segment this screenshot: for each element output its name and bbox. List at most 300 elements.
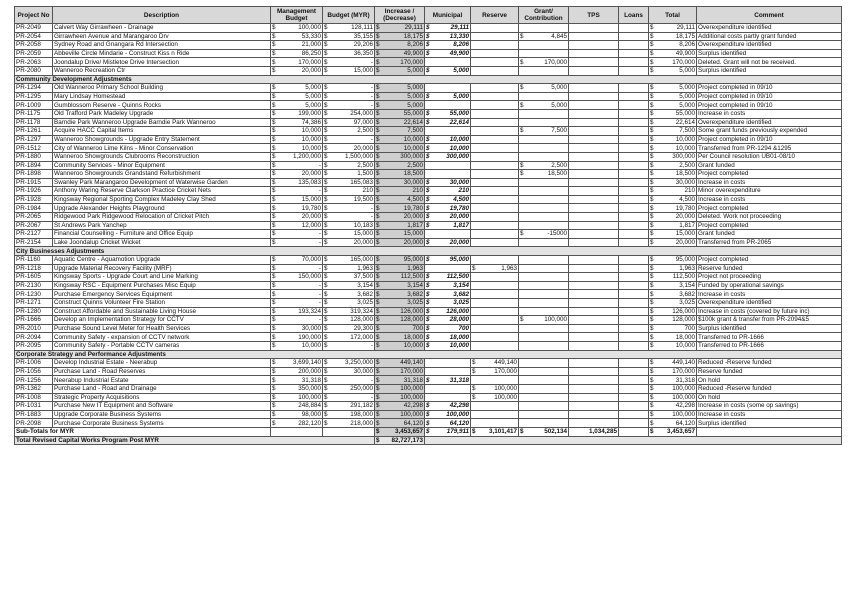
reserve-cell	[471, 195, 519, 204]
management-budget-cell: $ 74,386	[272, 118, 321, 126]
municipal-cell: $ 1,817	[426, 221, 469, 229]
grant-cell	[519, 66, 569, 75]
comment-cell: Increase in costs	[697, 410, 842, 419]
budget-myr-cell: $ -	[324, 342, 373, 350]
description-cell: Acquire HACC Capital Items	[53, 127, 271, 136]
reserve-cell: $ 449,140	[472, 359, 517, 367]
project-no-cell: PR-1512	[15, 144, 53, 153]
budget-myr-cell: $ 2,500	[324, 161, 373, 169]
increase-decrease-cell: $ 4,500	[376, 196, 423, 204]
description-cell: Ridgewood Park Ridgewood Relocation of Cricket Pitch	[53, 213, 271, 222]
project-no-cell: PR-1883	[15, 410, 53, 419]
budget-myr-cell: $ 20,000	[324, 239, 373, 247]
loans-cell	[619, 393, 649, 402]
comment-cell: Overexpenditure identified	[697, 41, 842, 50]
tps-cell	[569, 256, 619, 265]
table-row	[15, 324, 842, 333]
loans-cell	[619, 170, 649, 179]
budget-myr-cell: $ 29,206	[324, 41, 373, 49]
project-no-cell: PR-1218	[15, 264, 53, 273]
grant-cell	[519, 273, 569, 282]
table-row	[15, 204, 842, 213]
total-cell: $ 8,206	[650, 41, 695, 49]
municipal-cell	[425, 127, 471, 136]
management-budget-cell: $ -	[272, 264, 321, 272]
comment-cell: Minor overexpenditure	[697, 187, 842, 196]
reserve-cell	[471, 152, 519, 161]
grant-cell	[519, 256, 569, 265]
tps-cell	[569, 152, 619, 161]
table-row	[15, 152, 842, 161]
management-budget-cell: $ 190,000	[272, 333, 321, 341]
total-cell: $ 170,000	[650, 58, 695, 66]
budget-myr-cell: $ 1,500,000	[324, 153, 373, 161]
description-cell: Purchase Sound Level Meter for Health Services	[53, 324, 271, 333]
management-budget-cell: $ 86,250	[272, 49, 321, 57]
management-budget-cell: $ -	[272, 290, 321, 298]
budget-myr-cell: $ 165,000	[324, 256, 373, 264]
comment-cell: On hold	[697, 376, 842, 385]
grant-cell	[519, 213, 569, 222]
tps-cell	[569, 376, 619, 385]
grant-cell	[519, 187, 569, 196]
comment-cell: Reserve funded	[697, 367, 842, 376]
increase-decrease-cell: $ 170,000	[376, 58, 423, 66]
municipal-cell: $ 179,911	[426, 428, 469, 436]
total-cell: $ 55,000	[650, 110, 695, 118]
description-cell: Wanneroo Recreation Ctr	[53, 66, 271, 75]
increase-decrease-cell: $ 18,000	[376, 333, 423, 341]
reserve-cell	[471, 256, 519, 265]
project-no-cell: PR-1160	[15, 256, 53, 265]
loans-cell	[619, 273, 649, 282]
total-cell: $ 20,000	[650, 213, 695, 221]
table-row	[15, 101, 842, 110]
tps-cell	[569, 144, 619, 153]
municipal-cell: $ 3,154	[426, 282, 469, 289]
budget-myr-cell: $ -	[324, 58, 373, 66]
tps-cell: 1,034,285	[569, 427, 619, 436]
total-cell: $ 10,000	[650, 144, 695, 152]
comment-cell: $100k grant & transfer from PR-2094&5	[697, 316, 842, 325]
tps-cell	[569, 281, 619, 290]
project-no-cell: PR-1271	[15, 299, 53, 308]
project-no-cell: PR-2010	[15, 324, 53, 333]
total-cell: $ 30,000	[650, 178, 695, 186]
comment-cell: Project completed	[697, 170, 842, 179]
reserve-cell	[471, 109, 519, 118]
column-header: Municipal	[425, 7, 471, 24]
section-title: Community Development Adjustments	[15, 75, 842, 84]
table-row	[15, 213, 842, 222]
increase-decrease-cell: $ 30,000	[376, 178, 423, 186]
loans-cell	[619, 152, 649, 161]
project-no-cell: PR-1031	[15, 402, 53, 411]
project-no-cell: PR-2127	[15, 230, 53, 239]
tps-cell	[569, 135, 619, 144]
municipal-cell: $ 126,000	[426, 307, 469, 315]
grant-cell	[519, 410, 569, 419]
comment-cell: Project completed	[697, 221, 842, 230]
tps-cell	[569, 402, 619, 411]
loans-cell	[619, 144, 649, 153]
tps-cell	[569, 410, 619, 419]
project-no-cell: PR-2063	[15, 58, 53, 67]
reserve-cell	[471, 419, 519, 428]
grant-cell: $ 7,500	[520, 127, 567, 135]
reserve-cell	[471, 127, 519, 136]
loans-cell	[619, 427, 649, 436]
project-no-cell: PR-1295	[15, 92, 53, 101]
management-budget-cell: $ -	[272, 316, 321, 324]
project-no-cell: Sub-Totals for MYR	[15, 427, 271, 436]
header-row	[15, 7, 842, 24]
reserve-cell	[471, 410, 519, 419]
project-no-cell: PR-2130	[15, 281, 53, 290]
description-cell: Lake Joondalup Cricket Wicket	[53, 238, 271, 247]
project-no-cell: PR-1915	[15, 178, 53, 187]
project-no-cell: PR-2098	[15, 419, 53, 428]
comment-cell: Project completed	[697, 256, 842, 265]
project-no-cell: PR-1230	[15, 290, 53, 299]
management-budget-cell: $ 98,000	[272, 410, 321, 418]
grant-cell: $ 18,500	[520, 170, 567, 178]
loans-cell	[619, 161, 649, 170]
reserve-cell: $ 100,000	[472, 385, 517, 393]
increase-decrease-cell: $ 18,175	[376, 32, 423, 40]
grant-cell	[519, 402, 569, 411]
table-row	[15, 24, 842, 33]
municipal-cell: $ 42,298	[426, 402, 469, 410]
grant-cell: $ 2,500	[520, 161, 567, 169]
loans-cell	[619, 264, 649, 273]
reserve-cell	[471, 341, 519, 350]
total-cell: $ 31,318	[650, 376, 695, 384]
grant-cell	[519, 367, 569, 376]
comment-cell: Some grant funds previously expended	[697, 127, 842, 136]
loans-cell	[619, 281, 649, 290]
comment-cell: Project completed in 09/10	[697, 84, 842, 93]
grant-cell	[519, 341, 569, 350]
management-budget-cell: $ 170,000	[272, 58, 321, 66]
municipal-cell: $ 13,330	[426, 32, 469, 40]
table-row	[15, 58, 842, 67]
total-cell: $ 10,000	[650, 342, 695, 350]
comment-cell: On hold	[697, 393, 842, 402]
municipal-cell	[425, 84, 471, 93]
loans-cell	[619, 58, 649, 67]
description-cell: Wanneroo Showgrounds Grandstand Refurbishment	[53, 170, 271, 179]
municipal-cell: $ 19,780	[426, 204, 469, 212]
municipal-cell: $ 100,000	[426, 410, 469, 418]
comment-cell: Additional costs partly grant funded	[697, 32, 842, 41]
municipal-cell: $ 8,206	[426, 41, 469, 49]
table-row	[15, 256, 842, 265]
management-budget-cell: $ -	[272, 299, 321, 307]
tps-cell	[569, 32, 619, 41]
table-row	[15, 376, 842, 385]
description-cell: Anthony Waring Reserve Clarkson Practice Cricket Nets	[53, 187, 271, 196]
municipal-cell: $ 10,000	[426, 135, 469, 143]
table-row	[15, 393, 842, 402]
loans-cell	[619, 410, 649, 419]
reserve-cell	[471, 307, 519, 316]
total-cell: $ 100,000	[650, 410, 695, 418]
increase-decrease-cell: $ 700	[376, 324, 423, 332]
increase-decrease-cell: $ 18,500	[376, 170, 423, 178]
loans-cell	[619, 32, 649, 41]
comment-cell: Reserve funded	[697, 264, 842, 273]
tps-cell	[569, 178, 619, 187]
tps-cell	[569, 273, 619, 282]
comment-cell: Surplus identified	[697, 419, 842, 428]
table-row	[15, 341, 842, 350]
loans-cell	[619, 92, 649, 101]
description-cell: Purchase Land - Road and Drainage	[53, 384, 271, 393]
grant-cell	[519, 135, 569, 144]
total-cell: $ 210	[650, 187, 695, 195]
loans-cell	[619, 384, 649, 393]
budget-myr-cell: $ -	[324, 135, 373, 143]
management-budget-cell: $ -	[272, 187, 321, 195]
tps-cell	[569, 238, 619, 247]
table-row	[15, 367, 842, 376]
management-budget-cell: $ -	[272, 230, 321, 238]
municipal-cell	[425, 367, 471, 376]
grant-cell	[519, 290, 569, 299]
municipal-cell: $ 30,000	[426, 178, 469, 186]
management-budget-cell: $ 19,780	[272, 204, 321, 212]
tps-cell	[569, 84, 619, 93]
description-cell: Develop Industrial Estate - Neerabup	[53, 359, 271, 368]
description-cell: Community Services - Minor Equipment	[53, 161, 271, 170]
municipal-cell: $ 10,000	[426, 144, 469, 152]
total-cell: $ 3,682	[650, 290, 695, 298]
tps-cell	[569, 264, 619, 273]
management-budget-cell: $ 5,000	[272, 101, 321, 109]
table-row	[15, 333, 842, 342]
project-no-cell: PR-1297	[15, 135, 53, 144]
loans-cell	[619, 221, 649, 230]
total-cell: $ 449,140	[650, 359, 695, 367]
reserve-cell	[471, 316, 519, 325]
description-cell: Joondalup Drive/ Mistletoe Drive Intersection	[53, 58, 271, 67]
loans-cell	[619, 367, 649, 376]
municipal-cell: $ 29,111	[426, 24, 469, 32]
total-cell: $ 3,025	[650, 299, 695, 307]
increase-decrease-cell: $ 100,000	[376, 393, 423, 401]
management-budget-cell: $ -	[272, 239, 321, 247]
total-cell: $ 19,780	[650, 204, 695, 212]
budget-myr-cell: $ 210	[324, 187, 373, 195]
municipal-cell: $ 20,000	[426, 239, 469, 247]
description-cell: Upgrade Alexander Heights Playground	[53, 204, 271, 213]
increase-decrease-cell: $ 15,000	[376, 230, 423, 238]
budget-myr-cell: $ 15,000	[324, 230, 373, 238]
total-cell: $ 5,000	[650, 67, 695, 75]
municipal-cell: $ 95,000	[426, 256, 469, 264]
tps-cell	[569, 393, 619, 402]
total-cell: $ 18,500	[650, 170, 695, 178]
budget-myr-cell: $ 291,182	[324, 402, 373, 410]
grant-cell	[519, 376, 569, 385]
grant-cell	[519, 109, 569, 118]
management-budget-cell: $ 1,200,000	[272, 153, 321, 161]
table-row	[15, 307, 842, 316]
description-cell: Financial Counselling - Furniture and Office Equip	[53, 230, 271, 239]
grant-cell: $ 100,000	[520, 316, 567, 324]
municipal-cell	[425, 101, 471, 110]
municipal-cell	[425, 161, 471, 170]
total-cell: $ 3,154	[650, 282, 695, 289]
tps-cell	[569, 58, 619, 67]
loans-cell	[619, 333, 649, 342]
municipal-cell: $ 49,900	[426, 49, 469, 57]
tps-cell	[569, 92, 619, 101]
increase-decrease-cell: $ 19,780	[376, 204, 423, 212]
grant-cell	[519, 238, 569, 247]
budget-myr-cell: $ 36,350	[324, 49, 373, 57]
table-row	[15, 118, 842, 127]
management-budget-cell: $ 135,083	[272, 178, 321, 186]
loans-cell	[619, 316, 649, 325]
municipal-cell: $ 28,000	[426, 316, 469, 324]
increase-decrease-cell: $ 5,000	[376, 92, 423, 100]
reserve-cell	[471, 187, 519, 196]
grant-cell: $ 170,000	[520, 58, 567, 66]
description-cell: Community Safety - Portable CCTV cameras	[53, 341, 271, 350]
project-no-cell: PR-1294	[15, 84, 53, 93]
grant-cell	[519, 204, 569, 213]
budget-myr-cell: $ 19,500	[324, 196, 373, 204]
table-row	[15, 410, 842, 419]
project-no-cell: PR-1898	[15, 170, 53, 179]
increase-decrease-cell: $ 3,025	[376, 299, 423, 307]
budget-myr-cell: $ 1,500	[324, 170, 373, 178]
management-budget-cell: $ 31,318	[272, 376, 321, 384]
management-budget-cell: $ 248,884	[272, 402, 321, 410]
increase-decrease-cell: $ 1,963	[376, 264, 423, 272]
management-budget-cell: $ 10,000	[272, 144, 321, 152]
reserve-cell	[471, 273, 519, 282]
comment-cell	[697, 427, 842, 436]
description-cell: Purchase Land - Road Reserves	[53, 367, 271, 376]
table-row	[15, 273, 842, 282]
total-cell: $ 42,298	[650, 402, 695, 410]
project-no-cell: PR-1178	[15, 118, 53, 127]
column-header: TPS	[569, 7, 619, 24]
comment-cell: Funded by operational savings	[697, 281, 842, 290]
increase-decrease-cell: $ 95,000	[376, 256, 423, 264]
management-budget-cell: $ 350,000	[272, 385, 321, 393]
tps-cell	[569, 299, 619, 308]
section-title: City Businesses Adjustments	[15, 247, 842, 256]
increase-decrease-cell: $ 64,120	[376, 419, 423, 427]
budget-myr-cell: $ -	[324, 204, 373, 212]
municipal-cell: $ 31,318	[426, 376, 469, 384]
description-cell: Swanley Park Marangaroo Development of Waterwise Garden	[53, 178, 271, 187]
loans-cell	[619, 101, 649, 110]
table-row	[15, 41, 842, 50]
description-cell: Mary Lindsay Homestead	[53, 92, 271, 101]
total-cell: $ 100,000	[650, 385, 695, 393]
description-cell: Upgrade Material Recovery Facility (MRF)	[53, 264, 271, 273]
table-row	[15, 384, 842, 393]
increase-decrease-cell: $ 300,000	[376, 153, 423, 161]
increase-decrease-cell: $ 8,206	[376, 41, 423, 49]
budget-myr-cell: $ 319,324	[324, 307, 373, 315]
comment-cell: Surplus identified	[697, 49, 842, 58]
total-cell: $ 100,000	[650, 393, 695, 401]
comment-cell: Deleted. Grant will not be received.	[697, 58, 842, 67]
reserve-cell	[471, 221, 519, 230]
management-budget-cell: $ 193,324	[272, 307, 321, 315]
total-cell: $ 1,817	[650, 221, 695, 229]
table-row	[15, 161, 842, 170]
tps-cell	[569, 324, 619, 333]
increase-decrease-cell: $ 20,000	[376, 213, 423, 221]
table-row	[15, 84, 842, 93]
loans-cell	[619, 402, 649, 411]
column-header: Management Budget	[271, 7, 323, 24]
loans-cell	[619, 118, 649, 127]
table-row	[15, 316, 842, 325]
reserve-cell: $ 100,000	[472, 393, 517, 401]
management-budget-cell: $ 5,000	[272, 92, 321, 100]
grant-cell	[519, 49, 569, 58]
project-no-cell: PR-1261	[15, 127, 53, 136]
grand-total-filler	[425, 436, 842, 445]
loans-cell	[619, 256, 649, 265]
reserve-cell	[471, 92, 519, 101]
description-cell: Gumblossom Reserve - Quinns Rocks	[53, 101, 271, 110]
budget-myr-cell: $ -	[324, 213, 373, 221]
project-no-cell: PR-2054	[15, 32, 53, 41]
reserve-cell	[471, 49, 519, 58]
reserve-cell: $ 170,000	[472, 367, 517, 375]
grant-cell	[519, 299, 569, 308]
description-cell: Community Safety - expansion of CCTV network	[53, 333, 271, 342]
increase-decrease-cell: $ 82,727,173	[376, 436, 423, 444]
description-cell: Develop an Implementation Strategy for CCTV	[53, 316, 271, 325]
section-header	[15, 247, 842, 256]
management-budget-cell: $ -	[272, 161, 321, 169]
budget-myr-cell: $ 2,500	[324, 127, 373, 135]
comment-cell: Project not proceeding	[697, 273, 842, 282]
total-cell: $ 170,000	[650, 367, 695, 375]
total-cell: $ 15,000	[650, 230, 695, 238]
column-header: Grant/ Contribution	[519, 7, 569, 24]
total-cell: $ 300,000	[650, 153, 695, 161]
project-no-cell: PR-1009	[15, 101, 53, 110]
municipal-cell: $ 4,500	[426, 196, 469, 204]
budget-myr-cell: $ -	[324, 101, 373, 109]
grant-cell: $ -15000	[520, 230, 567, 238]
reserve-cell	[471, 161, 519, 170]
reserve-cell	[471, 32, 519, 41]
municipal-cell: $ 5,000	[426, 67, 469, 75]
table-row	[15, 264, 842, 273]
description-cell: Wanneroo Showgrounds Clubrooms Reconstruction	[53, 152, 271, 161]
municipal-cell	[425, 230, 471, 239]
table-row	[15, 66, 842, 75]
reserve-cell: $ 3,101,417	[472, 428, 517, 436]
increase-decrease-cell: $ 5,000	[376, 101, 423, 109]
management-budget-cell: $ 5,000	[272, 84, 321, 92]
increase-decrease-cell: $ 22,614	[376, 118, 423, 126]
project-no-cell: PR-1362	[15, 384, 53, 393]
column-header: Loans	[619, 7, 649, 24]
